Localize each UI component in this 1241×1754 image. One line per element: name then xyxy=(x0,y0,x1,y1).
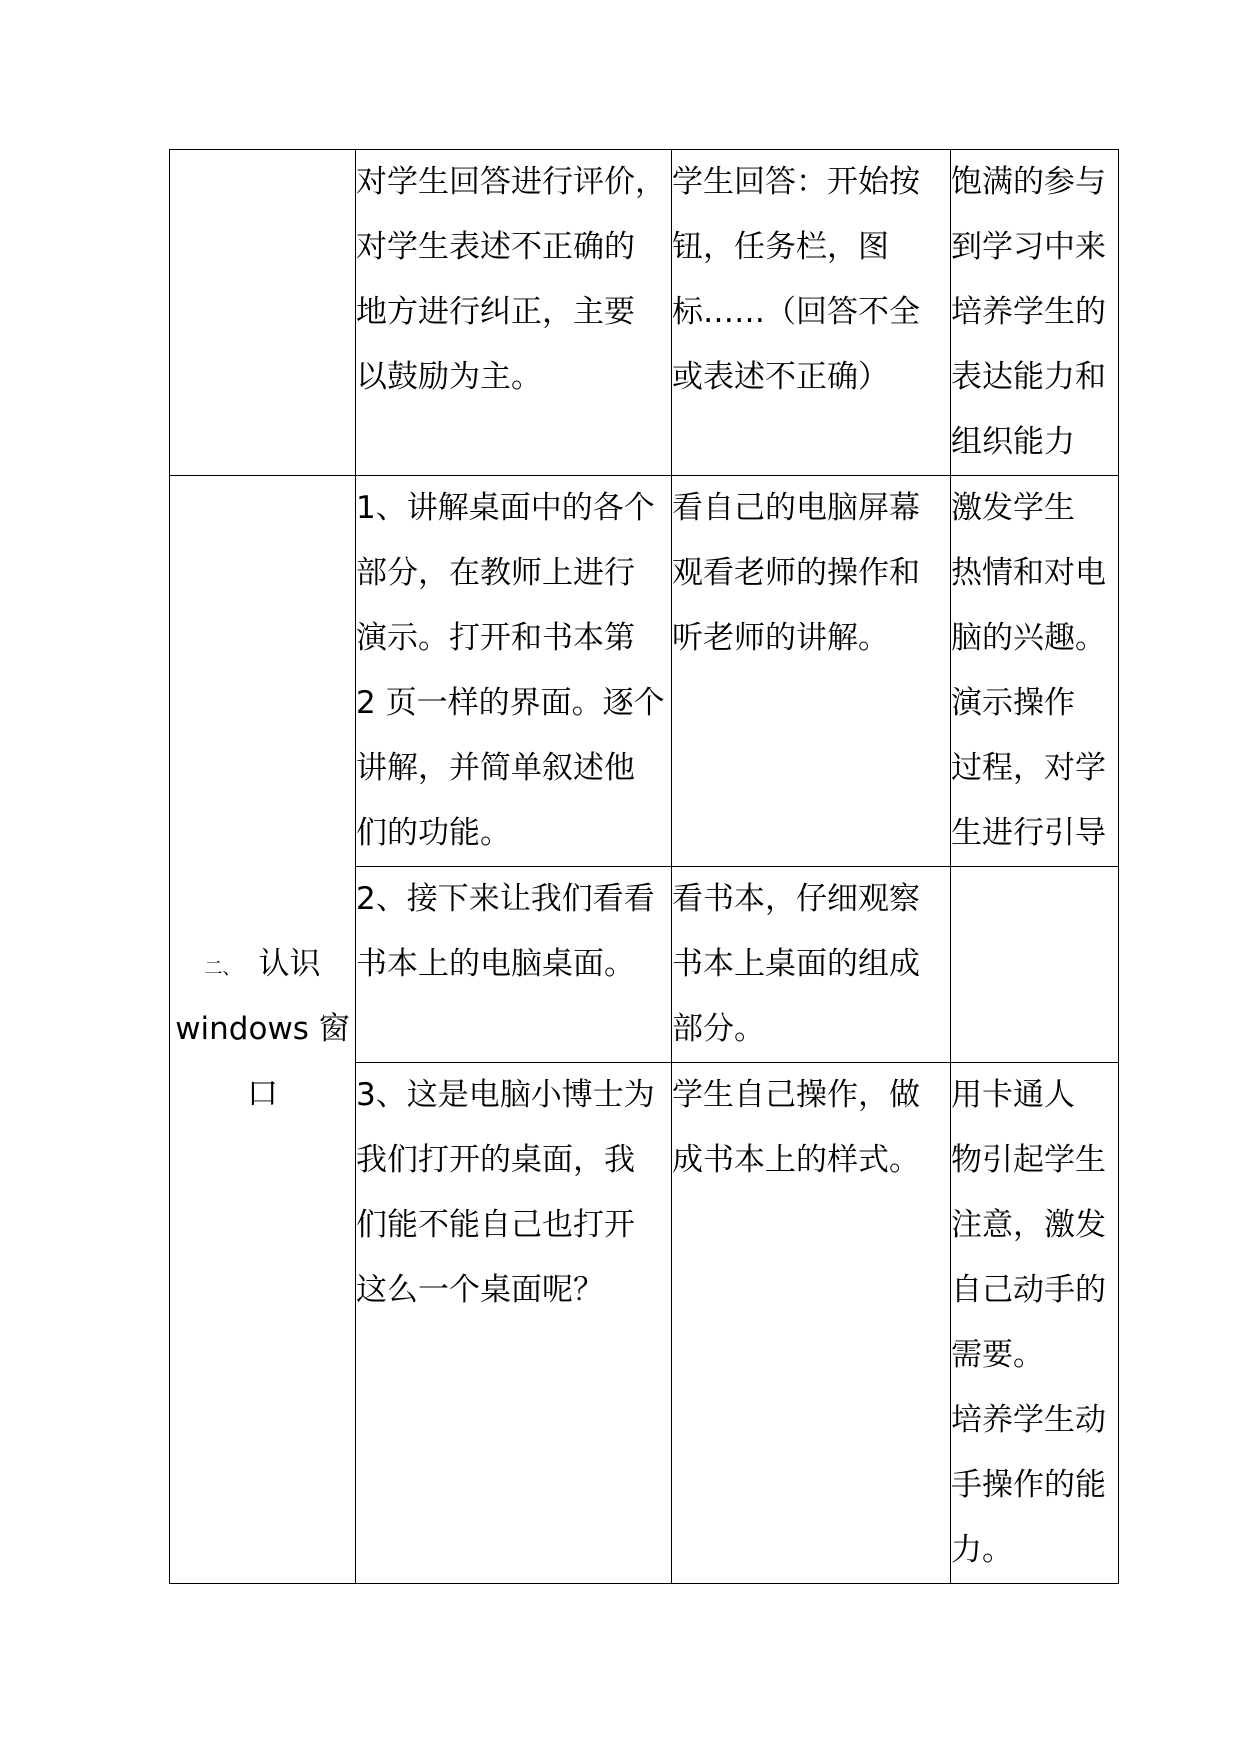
stage-number: 二、 xyxy=(204,958,241,979)
text-line: 学生自己操作，做 xyxy=(672,1077,920,1113)
text-line: 以鼓励为主。 xyxy=(356,359,542,395)
text-line: 1、讲解桌面中的各个 xyxy=(356,490,655,526)
text-line: 钮，任务栏，图 xyxy=(672,229,889,265)
stage-title: 认识 xyxy=(258,946,321,982)
text-line: 部分，在教师上进行 xyxy=(356,555,635,591)
text-line: 饱满的参与 xyxy=(951,164,1106,200)
text-line: 讲解，并简单叙述他 xyxy=(356,750,635,786)
text-line: 需要。 xyxy=(951,1337,1044,1373)
text-line: 到学习中来 xyxy=(951,229,1106,265)
text-line: 部分。 xyxy=(672,1011,765,1047)
student-activity-cell xyxy=(672,476,951,867)
table-row xyxy=(170,150,1119,476)
text-line: 2、接下来让我们看看 xyxy=(356,881,655,917)
text-line: 培养学生的 xyxy=(951,294,1106,330)
text-line: 过程，对学 xyxy=(951,750,1106,786)
stage-cell xyxy=(170,476,356,1584)
text-line: 观看老师的操作和 xyxy=(672,555,920,591)
text-line: 培养学生动 xyxy=(951,1402,1106,1438)
text-line: 们的功能。 xyxy=(356,815,511,851)
text-line: 表达能力和 xyxy=(951,359,1106,395)
text-line: 激发学生 xyxy=(951,490,1075,526)
text-line: 用卡通人 xyxy=(951,1077,1075,1113)
teacher-activity-cell xyxy=(356,1063,672,1584)
text-line: 对学生回答进行评价， xyxy=(356,164,666,200)
text-line: 学生回答：开始按 xyxy=(672,164,920,200)
text-line: 2 页一样的界面。逐个 xyxy=(356,685,665,721)
text-line: 成书本上的样式。 xyxy=(672,1142,920,1178)
table-row xyxy=(170,476,1119,867)
text-line: 组织能力 xyxy=(951,424,1075,460)
text-line: 生进行引导 xyxy=(951,815,1106,851)
text-line: 自己动手的 xyxy=(951,1272,1106,1308)
text-line: 演示。打开和书本第 xyxy=(356,620,635,656)
teacher-activity-cell xyxy=(356,867,672,1063)
teacher-activity-cell xyxy=(356,476,672,867)
text-line: 对学生表述不正确的 xyxy=(356,229,635,265)
text-line: 物引起学生 xyxy=(951,1142,1106,1178)
design-purpose-cell xyxy=(951,476,1119,867)
text-line: 注意，激发 xyxy=(951,1207,1106,1243)
design-purpose-cell xyxy=(951,150,1119,476)
text-line: 们能不能自己也打开 xyxy=(356,1207,635,1243)
text-line: 书本上的电脑桌面。 xyxy=(356,946,635,982)
student-activity-cell xyxy=(672,1063,951,1584)
text-line: 书本上桌面的组成 xyxy=(672,946,920,982)
design-purpose-cell xyxy=(951,867,1119,1063)
student-activity-cell xyxy=(672,867,951,1063)
text-line: 看自己的电脑屏幕 xyxy=(672,490,920,526)
stage-title-line: windows 窗 xyxy=(175,1011,350,1047)
text-line: 手操作的能 xyxy=(951,1467,1106,1503)
design-purpose-cell xyxy=(951,1063,1119,1584)
text-line: 看书本，仔细观察 xyxy=(672,881,920,917)
text-line: 地方进行纠正，主要 xyxy=(356,294,635,330)
student-activity-cell xyxy=(672,150,951,476)
text-line: 脑的兴趣。 xyxy=(951,620,1106,656)
text-line: 热情和对电 xyxy=(951,555,1106,591)
text-line: 或表述不正确） xyxy=(672,359,889,395)
text-line: 3、这是电脑小博士为 xyxy=(356,1077,655,1113)
text-line: 听老师的讲解。 xyxy=(672,620,889,656)
text-line: 这么一个桌面呢？ xyxy=(356,1272,604,1308)
text-line: 标……（回答不全 xyxy=(672,294,920,330)
teacher-activity-cell xyxy=(356,150,672,476)
text-line: 演示操作 xyxy=(951,685,1075,721)
text-line: 我们打开的桌面，我 xyxy=(356,1142,635,1178)
stage-title-line: 口 xyxy=(247,1076,278,1112)
lesson-plan-table xyxy=(169,149,1119,1584)
text-line: 力。 xyxy=(951,1532,1013,1568)
stage-cell-empty xyxy=(170,150,356,476)
